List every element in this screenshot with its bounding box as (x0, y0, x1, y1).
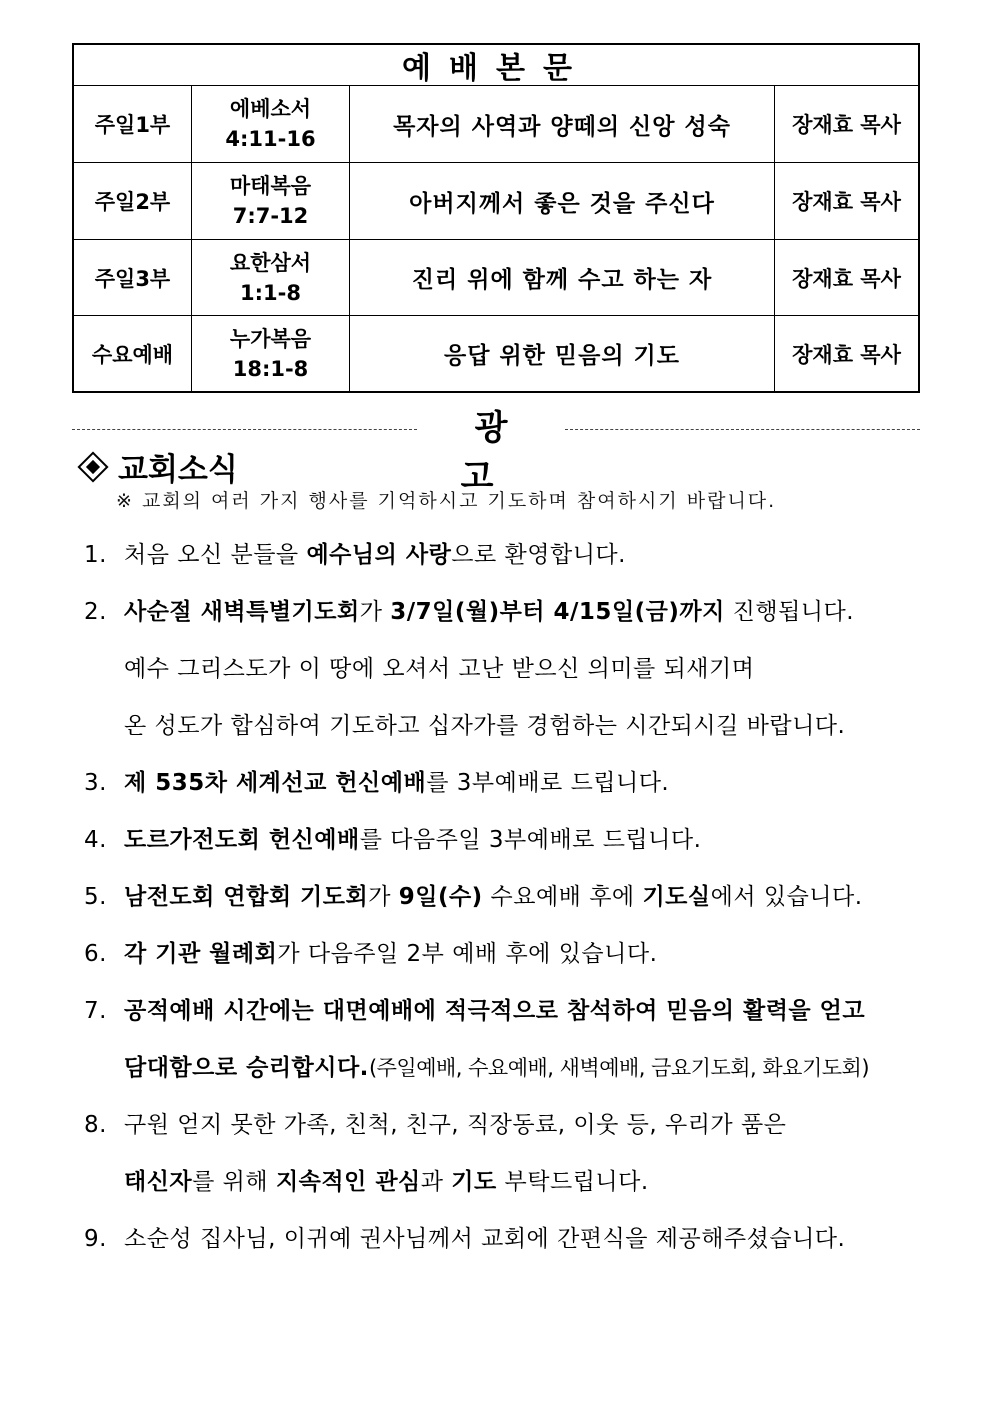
item-text: 가 다음주일 2부 예배 후에 있습니다. (277, 941, 658, 967)
sermon-title: 진리 위에 함께 수고 하는 자 (350, 240, 775, 315)
item-text: 를 다음주일 3부예배로 드립니다. (359, 827, 702, 853)
list-item-continuation: 예수 그리스도가 이 땅에 오셔서 고난 받으신 의미를 되새기며 (124, 656, 755, 682)
item-number: 6. (84, 941, 107, 967)
list-item (84, 531, 924, 588)
section-note: ※ 교회의 여러 가지 행사를 기억하시고 기도하며 참여하시기 바랍니다. (116, 490, 777, 512)
worship-row (74, 86, 918, 162)
item-emphasis: 도르가전도회 헌신예배 (124, 827, 360, 853)
item-emphasis: 사순절 새벽특별기도회 (124, 599, 360, 625)
service-name: 수요예배 (74, 316, 192, 391)
item-emphasis: 지속적인 관심 (275, 1169, 421, 1195)
item-number: 8. (84, 1112, 107, 1138)
item-text: 과 (420, 1169, 452, 1195)
item-number: 2. (84, 599, 107, 625)
sermon-title: 응답 위한 믿음의 기도 (350, 316, 775, 391)
item-emphasis: 3/7일(월)부터 4/15일(금)까지 (390, 599, 725, 625)
divider (72, 429, 417, 430)
divider (565, 429, 920, 430)
item-number: 7. (84, 998, 107, 1024)
worship-table-title: 예배본문 (74, 45, 918, 86)
item-text: 구원 얻지 못한 가족, 친척, 친구, 직장동료, 이웃 등, 우리가 품은 (124, 1112, 787, 1138)
item-number: 9. (84, 1226, 107, 1252)
sermon-title: 목자의 사역과 양떼의 신앙 성숙 (350, 86, 775, 162)
scripture-verse: 1:1-8 (240, 280, 301, 305)
item-text: 를 위해 (192, 1169, 276, 1195)
scripture-verse: 4:11-16 (225, 127, 316, 151)
list-item (84, 759, 924, 816)
scripture (192, 86, 350, 162)
item-text: 가 (368, 884, 399, 910)
list-item (84, 873, 924, 930)
item-number: 1. (84, 542, 107, 568)
preacher: 장재효 목사 (792, 113, 901, 137)
item-number: 5. (84, 884, 107, 910)
item-emphasis: 남전도회 연합회 기도회 (124, 884, 369, 910)
list-item (84, 1215, 924, 1272)
item-number: 4. (84, 827, 107, 853)
item-text: 수요예배 후에 (482, 884, 643, 910)
item-number: 3. (84, 770, 107, 796)
list-item (84, 816, 924, 873)
list-item (84, 1101, 924, 1158)
item-text: 처음 오신 분들을 (124, 542, 307, 568)
list-item-continuation (84, 1044, 924, 1101)
worship-row (74, 239, 918, 315)
item-text: 를 3부예배로 드립니다. (426, 770, 670, 796)
item-emphasis: 기도 (451, 1169, 497, 1195)
item-emphasis: 기도실 (642, 884, 711, 910)
item-text: 진행됩니다. (724, 599, 855, 625)
item-text: (주일예배, 수요예배, 새벽예배, 금요기도회, 화요기도회) (368, 1056, 870, 1080)
service-name: 주일1부 (74, 86, 192, 162)
scripture (192, 316, 350, 391)
preacher: 장재효 목사 (792, 342, 901, 367)
worship-row (74, 162, 918, 239)
scripture-book: 누가복음 (229, 326, 312, 351)
worship-table (72, 43, 920, 393)
scripture-book: 마태복음 (229, 174, 312, 198)
preacher: 장재효 목사 (792, 266, 901, 291)
list-item (84, 930, 924, 987)
service-name: 주일3부 (74, 240, 192, 315)
item-text: 에서 있습니다. (710, 884, 863, 910)
section-heading-text: 교회소식 (118, 452, 238, 488)
list-item-continuation: 온 성도가 합심하여 기도하고 십자가를 경험하는 시간되시길 바랍니다. (124, 713, 846, 739)
item-emphasis: 각 기관 월례회 (124, 941, 278, 967)
scripture (192, 240, 350, 315)
service-name: 주일2부 (74, 163, 192, 239)
item-emphasis: 공적예배 시간에는 대면예배에 적극적으로 참석하여 믿음의 활력을 얻고 (124, 998, 866, 1024)
scripture-verse: 18:1-8 (232, 356, 309, 381)
item-emphasis: 예수님의 사랑 (306, 542, 452, 568)
scripture-verse: 7:7-12 (232, 204, 309, 228)
item-emphasis: 9일(수) (398, 884, 483, 910)
item-text: 가 (359, 599, 391, 625)
item-text: 소순성 집사님, 이귀예 권사님께서 교회에 간편식을 제공해주셨습니다. (124, 1226, 846, 1252)
list-item (84, 987, 924, 1044)
diamond-bullet-icon (77, 451, 108, 482)
preacher: 장재효 목사 (792, 190, 901, 214)
scripture-book: 요한삼서 (229, 250, 312, 275)
section-heading (76, 444, 238, 489)
item-emphasis: 제 535차 세계선교 헌신예배 (124, 770, 427, 796)
announcement-list (84, 531, 924, 1272)
scripture-book: 에베소서 (229, 97, 312, 121)
worship-row (74, 315, 918, 391)
item-text: 부탁드립니다. (496, 1169, 649, 1195)
item-text: 으로 환영합니다. (451, 542, 626, 568)
scripture (192, 163, 350, 239)
list-item (84, 588, 924, 645)
announcements-title: 광고 (460, 408, 536, 497)
list-item-continuation (84, 1158, 924, 1215)
sermon-title: 아버지께서 좋은 것을 주신다 (350, 163, 775, 239)
item-emphasis: 담대함으로 승리합시다. (124, 1055, 369, 1081)
item-emphasis: 태신자 (124, 1169, 193, 1195)
